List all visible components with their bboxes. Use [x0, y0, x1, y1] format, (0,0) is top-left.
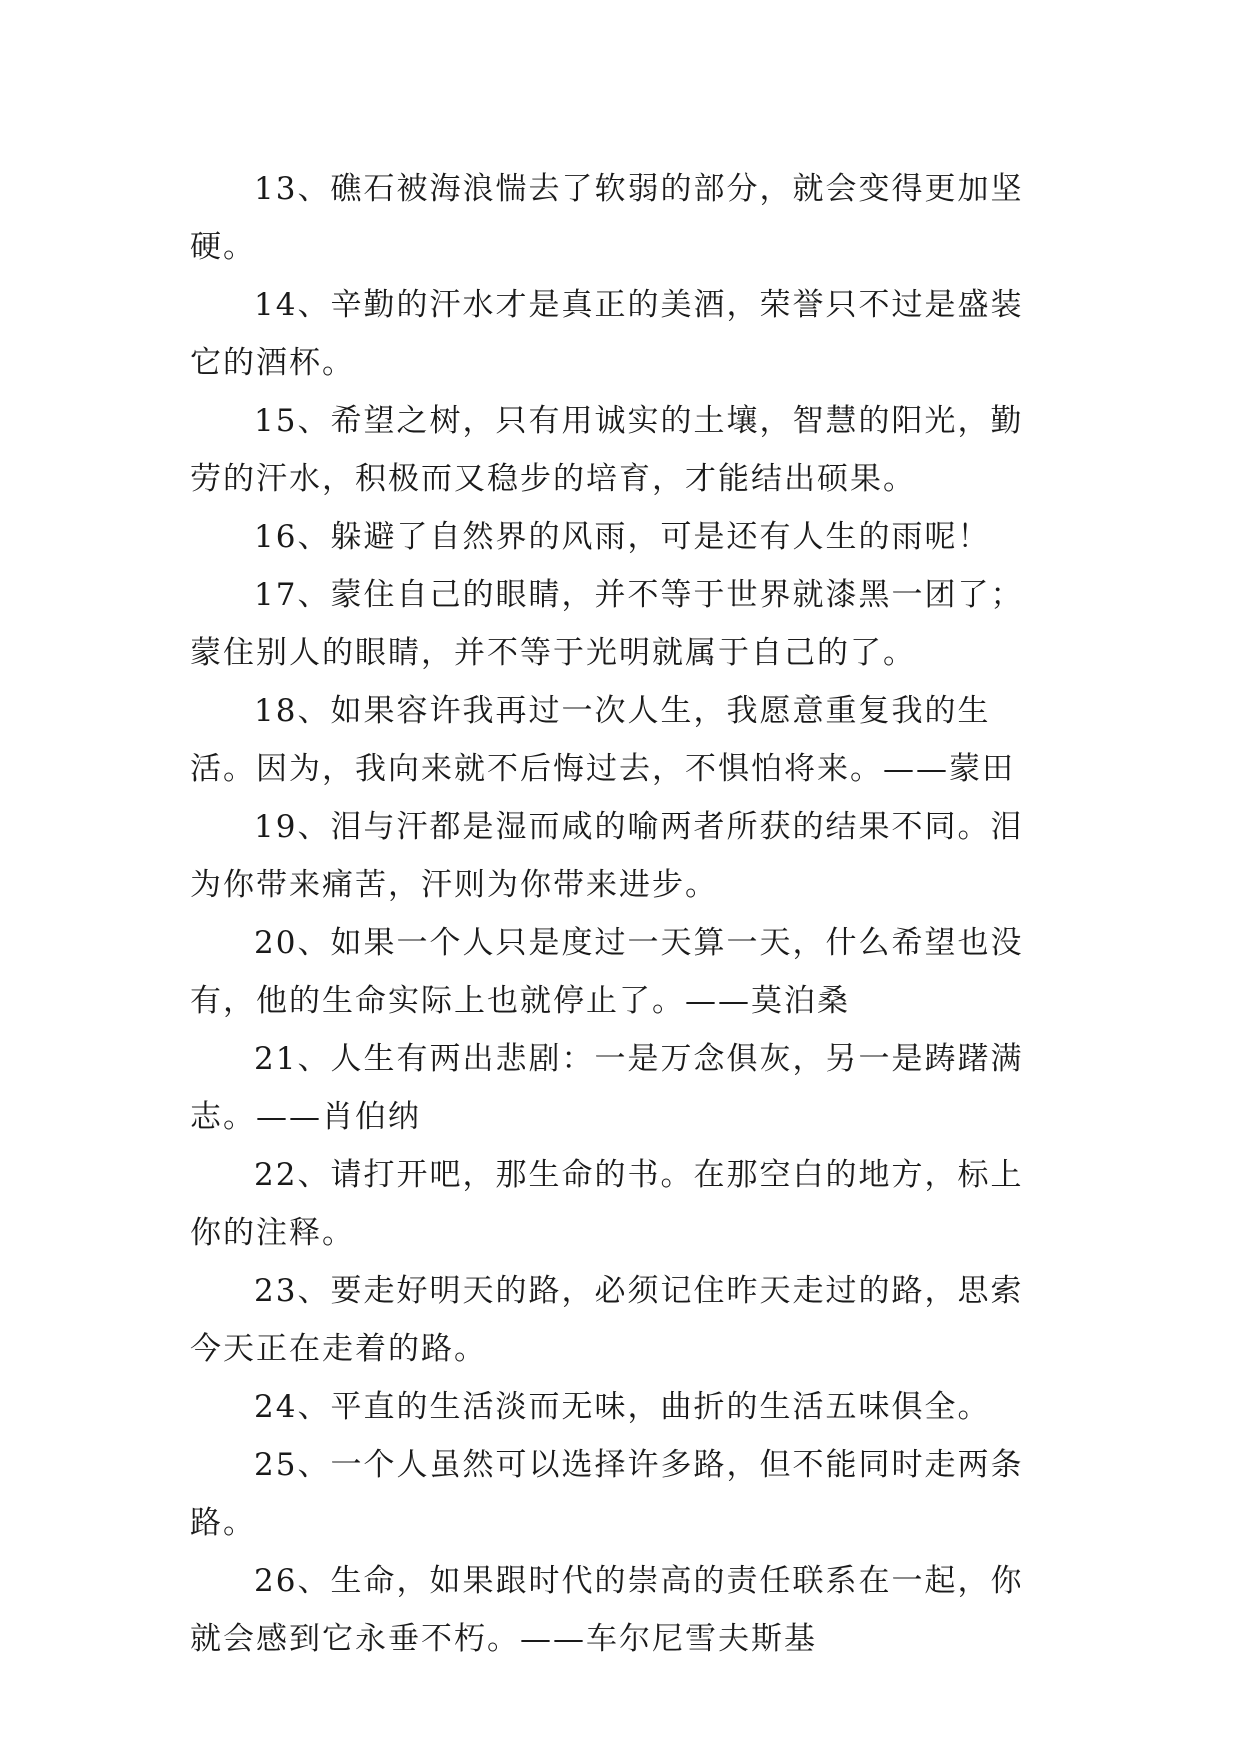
paragraph-20: 20、如果一个人只是度过一天算一天，什么希望也没有，他的生命实际上也就停止了。——莫泊桑 — [190, 925, 1024, 1019]
paragraph-21: 21、人生有两出悲剧：一是万念俱灰，另一是踌躇满志。——肖伯纳 — [190, 1041, 1024, 1135]
document-body — [190, 160, 1050, 1668]
paragraph-18: 18、如果容许我再过一次人生，我愿意重复我的生活。因为，我向来就不后悔过去，不惧怕将来。——蒙田 — [190, 693, 1015, 787]
paragraph-23: 23、要走好明天的路，必须记住昨天走过的路，思索今天正在走着的路。 — [190, 1273, 1024, 1367]
paragraph-26: 26、生命，如果跟时代的崇高的责任联系在一起，你就会感到它永垂不朽。——车尔尼雪夫斯基 — [190, 1563, 1024, 1657]
paragraph-24: 24、平直的生活淡而无味，曲折的生活五味俱全。 — [254, 1389, 991, 1425]
paragraph-19: 19、泪与汗都是湿而咸的喻两者所获的结果不同。泪为你带来痛苦，汗则为你带来进步。 — [190, 809, 1024, 903]
paragraph-16: 16、躲避了自然界的风雨，可是还有人生的雨呢！ — [254, 519, 991, 555]
paragraph-13: 13、礁石被海浪惴去了软弱的部分，就会变得更加坚硬。 — [190, 171, 1024, 265]
paragraph-17: 17、蒙住自己的眼睛，并不等于世界就漆黑一团了；蒙住别人的眼睛，并不等于光明就属于自己的了。 — [190, 577, 1024, 671]
paragraph-25: 25、一个人虽然可以选择许多路，但不能同时走两条路。 — [190, 1447, 1024, 1541]
paragraph-14: 14、辛勤的汗水才是真正的美酒，荣誉只不过是盛装它的酒杯。 — [190, 287, 1024, 381]
paragraph-15: 15、希望之树，只有用诚实的土壤，智慧的阳光，勤劳的汗水，积极而又稳步的培育，才能结出硕果。 — [190, 403, 1024, 497]
paragraph-22: 22、请打开吧，那生命的书。在那空白的地方，标上你的注释。 — [190, 1157, 1024, 1251]
